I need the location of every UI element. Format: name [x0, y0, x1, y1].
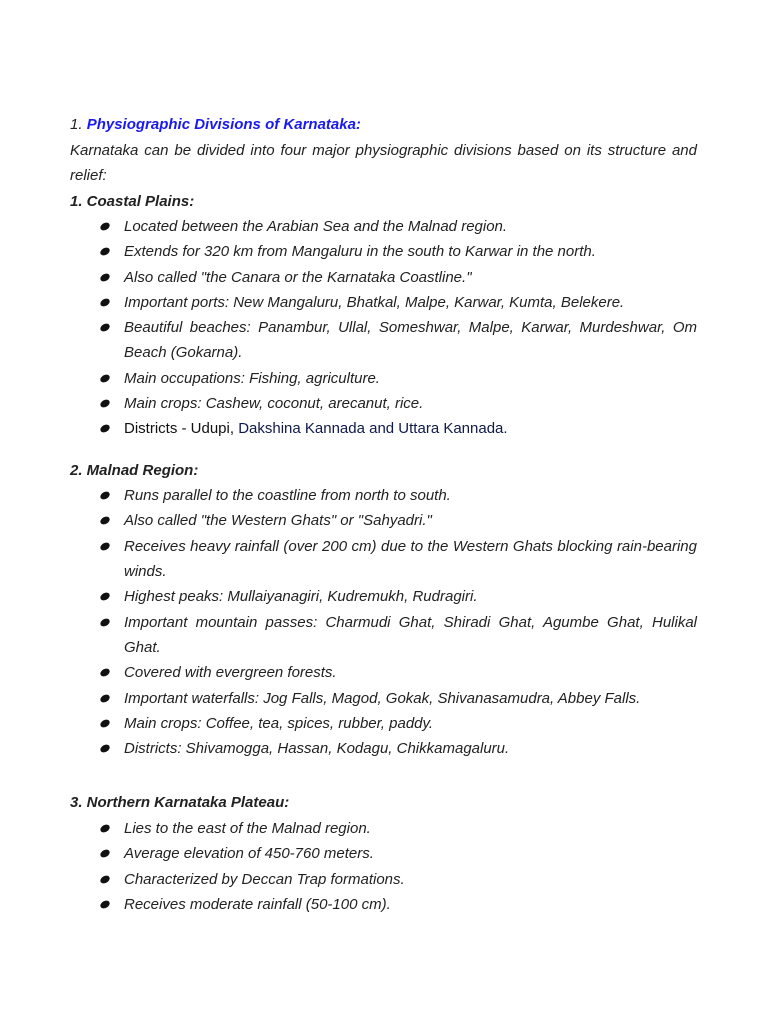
list-item: Receives moderate rainfall (50-100 cm). — [70, 892, 697, 917]
list-item: Runs parallel to the coastline from north to south. — [70, 483, 697, 508]
bullet-icon — [99, 322, 111, 333]
list-item: Extends for 320 km from Mangaluru in the south to Karwar in the north. — [70, 239, 697, 264]
list-item: Located between the Arabian Sea and the Malnad region. — [70, 214, 697, 239]
bullet-icon — [99, 515, 111, 526]
malnad-region-list — [70, 483, 697, 761]
bullet-icon — [99, 617, 111, 628]
bullet-icon — [99, 743, 111, 754]
bullet-icon — [99, 272, 111, 283]
bullet-icon — [99, 874, 111, 885]
section-heading-northern-plateau: 3. Northern Karnataka Plateau: — [70, 794, 290, 812]
section-heading-coastal-plains: 1. Coastal Plains: — [70, 192, 195, 210]
bullet-icon — [99, 373, 111, 384]
bullet-icon — [99, 823, 111, 834]
list-item: Highest peaks: Mullaiyanagiri, Kudremukh, Rudragiri. — [70, 584, 697, 609]
coastal-plains-list — [70, 214, 697, 442]
bullet-icon — [99, 423, 111, 434]
list-item: Districts: Shivamogga, Hassan, Kodagu, Chikkamagaluru. — [70, 736, 697, 761]
list-item: Main crops: Coffee, tea, spices, rubber, paddy. — [70, 711, 697, 736]
bullet-icon — [99, 541, 111, 552]
bullet-icon — [99, 848, 111, 859]
districts-label: Districts - Udupi, — [124, 420, 239, 438]
bullet-icon — [99, 398, 111, 409]
list-item: Important ports: New Mangaluru, Bhatkal, Malpe, Karwar, Kumta, Belekere. — [70, 290, 697, 315]
list-item: Also called "the Canara or the Karnataka Coastline." — [70, 265, 697, 290]
list-item: Also called "the Western Ghats" or "Sahyadri." — [70, 508, 697, 533]
intro-paragraph: Karnataka can be divided into four major physiographic divisions based on its structure and relief: — [70, 141, 697, 184]
title-number: 1. — [70, 116, 83, 133]
northern-plateau-list — [70, 816, 697, 917]
bullet-icon — [99, 297, 111, 308]
bullet-icon — [99, 591, 111, 602]
list-item: Beautiful beaches: Panambur, Ullal, Someshwar, Malpe, Karwar, Murdeshwar, Om Beach (Gokarna). — [70, 315, 697, 366]
list-item: Important mountain passes: Charmudi Ghat, Shiradi Ghat, Agumbe Ghat, Hulikal Ghat. — [70, 610, 697, 661]
list-item: Main crops: Cashew, coconut, arecanut, rice. — [70, 391, 697, 416]
document-page — [70, 112, 697, 917]
section-heading-malnad-region: 2. Malnad Region: — [70, 461, 199, 479]
list-item: Lies to the east of the Malnad region. — [70, 816, 697, 841]
bullet-icon — [99, 221, 111, 232]
list-item — [70, 416, 697, 441]
page-title — [70, 112, 697, 138]
bullet-icon — [99, 667, 111, 678]
list-item: Main occupations: Fishing, agriculture. — [70, 366, 697, 391]
bullet-icon — [99, 899, 111, 910]
bullet-icon — [99, 246, 111, 257]
bullet-icon — [99, 718, 111, 729]
list-item: Characterized by Deccan Trap formations. — [70, 867, 697, 892]
title-text: Physiographic Divisions of Karnataka: — [86, 116, 361, 133]
list-item: Important waterfalls: Jog Falls, Magod, Gokak, Shivanasamudra, Abbey Falls. — [70, 686, 697, 711]
list-item: Receives heavy rainfall (over 200 cm) due to the Western Ghats blocking rain-bearing winds. — [70, 534, 697, 585]
districts-names: Dakshina Kannada and Uttara Kannada. — [238, 420, 508, 438]
bullet-icon — [99, 693, 111, 704]
list-item: Average elevation of 450-760 meters. — [70, 841, 697, 866]
list-item: Covered with evergreen forests. — [70, 660, 697, 685]
bullet-icon — [99, 490, 111, 501]
